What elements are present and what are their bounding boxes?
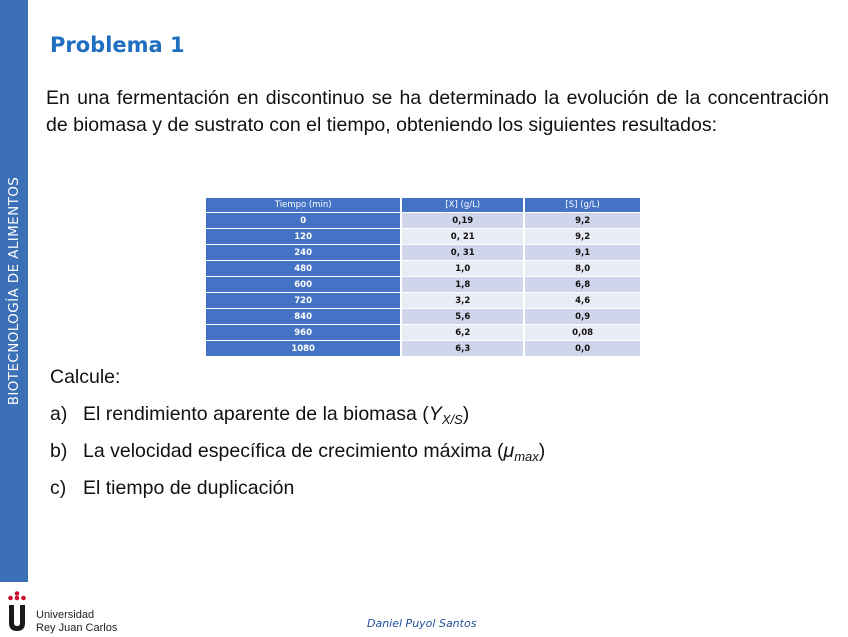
table-row xyxy=(206,276,640,292)
substrate-cell: 0,08 xyxy=(525,324,640,340)
yield-symbol: Y xyxy=(428,403,442,425)
question-b xyxy=(50,439,545,476)
question-a xyxy=(50,402,545,439)
biomass-cell: 1,8 xyxy=(402,276,525,292)
question-letter: b) xyxy=(50,440,68,462)
table-row xyxy=(206,324,640,340)
table-row xyxy=(206,244,640,260)
calculate-heading: Calcule: xyxy=(50,366,121,388)
table-row xyxy=(206,212,640,228)
biomass-cell: 5,6 xyxy=(402,308,525,324)
substrate-cell: 8,0 xyxy=(525,260,640,276)
substrate-cell: 4,6 xyxy=(525,292,640,308)
question-close: ) xyxy=(462,403,470,425)
time-cell: 960 xyxy=(206,324,402,340)
table-header-row xyxy=(206,198,640,212)
question-letter: c) xyxy=(50,477,67,499)
question-text: El tiempo de duplicación xyxy=(83,477,295,499)
results-table xyxy=(206,198,640,356)
question-letter: a) xyxy=(50,403,68,425)
time-cell: 120 xyxy=(206,228,402,244)
table-row xyxy=(206,340,640,356)
mu-symbol: μ xyxy=(503,440,515,462)
time-cell: 480 xyxy=(206,260,402,276)
time-cell: 240 xyxy=(206,244,402,260)
table-row xyxy=(206,260,640,276)
time-cell: 600 xyxy=(206,276,402,292)
substrate-cell: 0,9 xyxy=(525,308,640,324)
yield-subscript: X/S xyxy=(441,412,463,427)
substrate-cell: 9,2 xyxy=(525,228,640,244)
biomass-cell: 3,2 xyxy=(402,292,525,308)
problem-statement: En una fermentación en discontinuo se ha determinado la evolución de la concentración de biomasa y de sustrato con el tiempo, obteniendo los siguientes resultados: xyxy=(46,87,829,136)
author-name: Daniel Puyol Santos xyxy=(367,617,477,630)
header-substrate: [S] (g/L) xyxy=(525,198,640,212)
biomass-cell: 6,2 xyxy=(402,324,525,340)
sidebar-band xyxy=(0,0,28,582)
question-text: La velocidad específica de crecimiento máxima ( xyxy=(83,440,504,462)
table-row xyxy=(206,228,640,244)
mu-subscript: max xyxy=(514,449,539,464)
header-biomass: [X] (g/L) xyxy=(402,198,525,212)
biomass-cell: 6,3 xyxy=(402,340,525,356)
time-cell: 720 xyxy=(206,292,402,308)
sidebar-label: BIOTECNOLOGÍA DE ALIMENTOS xyxy=(6,176,22,406)
substrate-cell: 6,8 xyxy=(525,276,640,292)
table-row xyxy=(206,308,640,324)
header-time: Tiempo (min) xyxy=(206,198,402,212)
time-cell: 1080 xyxy=(206,340,402,356)
substrate-cell: 0,0 xyxy=(525,340,640,356)
time-cell: 0 xyxy=(206,212,402,228)
table-row xyxy=(206,292,640,308)
slide-title: Problema 1 xyxy=(50,33,185,57)
university-line-1: Universidad xyxy=(36,609,95,621)
question-list xyxy=(50,402,545,513)
biomass-cell: 0, 31 xyxy=(402,244,525,260)
biomass-cell: 1,0 xyxy=(402,260,525,276)
biomass-cell: 0,19 xyxy=(402,212,525,228)
question-close: ) xyxy=(538,440,546,462)
question-c xyxy=(50,476,545,513)
time-cell: 840 xyxy=(206,308,402,324)
university-logo-icon xyxy=(4,591,30,637)
biomass-cell: 0, 21 xyxy=(402,228,525,244)
university-line-2: Rey Juan Carlos xyxy=(36,622,118,634)
substrate-cell: 9,2 xyxy=(525,212,640,228)
substrate-cell: 9,1 xyxy=(525,244,640,260)
university-name xyxy=(36,609,117,635)
question-text: El rendimiento aparente de la biomasa ( xyxy=(83,403,429,425)
